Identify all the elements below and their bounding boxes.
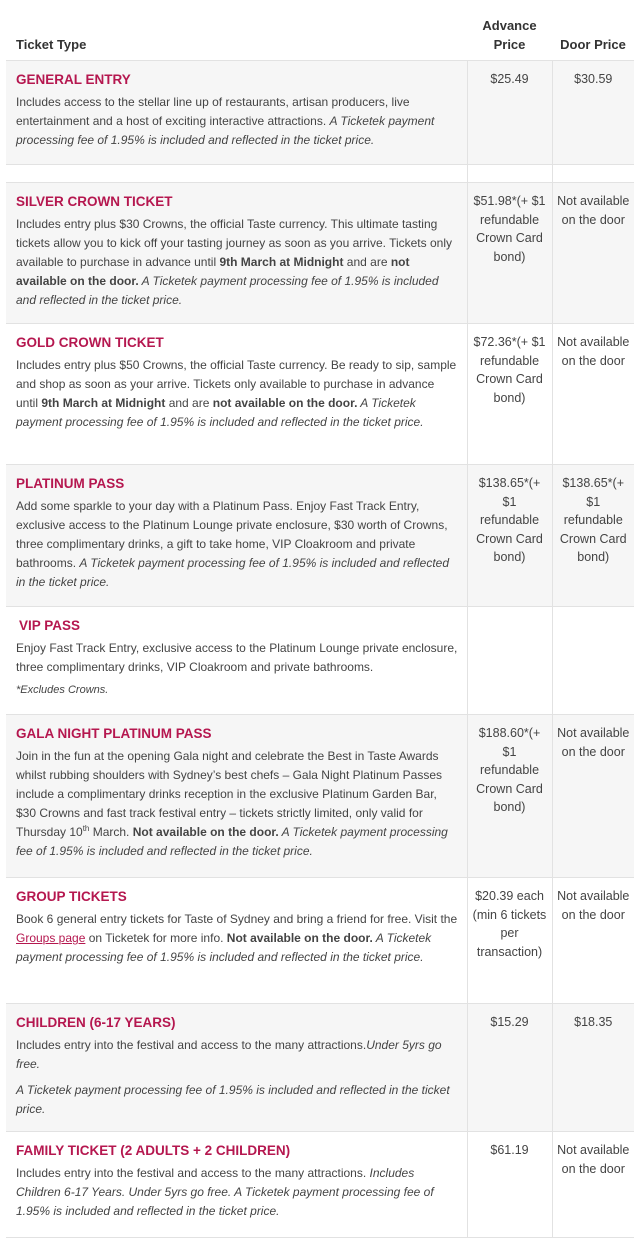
advance-price: $25.49 (467, 61, 552, 165)
advance-price: $138.65*(+ $1 refundable Crown Card bond) (467, 465, 552, 607)
advance-price: $188.60*(+ $1 refundable Crown Card bond) (467, 715, 552, 878)
ticket-title: GOLD CROWN TICKET (16, 335, 164, 350)
door-price: Not available on the door (552, 1132, 634, 1238)
ticket-details: Includes entry into the festival and access to the many attractions.Under 5yrs go free. (16, 1038, 442, 1071)
table-row-general-entry (6, 61, 634, 165)
ticket-details: Includes entry plus $30 Crowns, the official Taste currency. This ultimate tasting tickets allow you to kick off your tasting journey as soon as you arrive. Tickets only available to purchase in advance until 9th March at Midnight and are not available on the door. A Ticketek payment processing fee of 1.95% is included and reflected in the ticket price. (16, 217, 452, 307)
ticket-details: Includes entry into the festival and access to the many attractions. Includes Children 6-17 Years. Under 5yrs go free. A Ticketek payment processing fee of 1.95% is included and reflected in the ticket price. (16, 1166, 434, 1218)
ticket-title: VIP PASS (19, 618, 81, 633)
header-ticket-type: Ticket Type (16, 37, 87, 52)
ticket-description (6, 465, 467, 607)
door-price (552, 607, 634, 715)
advance-price (467, 607, 552, 715)
advance-price: $20.39 each (min 6 tickets per transaction) (467, 878, 552, 1004)
ticket-description (6, 1004, 467, 1132)
ticket-note: *Excludes Crowns. (16, 684, 109, 696)
door-price: Not available on the door (552, 324, 634, 465)
door-price: Not available on the door (552, 183, 634, 324)
ticket-description (6, 61, 467, 165)
ticket-title: PLATINUM PASS (16, 476, 125, 491)
advance-price: $51.98*(+ $1 refundable Crown Card bond) (467, 183, 552, 324)
door-price: Not available on the door (552, 878, 634, 1004)
door-price: $138.65*(+ $1 refundable Crown Card bond) (552, 465, 634, 607)
advance-price: $15.29 (467, 1004, 552, 1132)
door-price: $18.35 (552, 1004, 634, 1132)
ticket-description (6, 607, 467, 715)
table-row-group-tickets (6, 878, 634, 1004)
table-row-family-ticket (6, 1132, 634, 1238)
ticket-title: GENERAL ENTRY (16, 72, 131, 87)
table-row-spacer (6, 165, 634, 183)
header-advance-price: Advance Price (482, 18, 537, 52)
ticket-details: Add some sparkle to your day with a Platinum Pass. Enjoy Fast Track Entry, exclusive access to the Platinum Lounge private enclosure, $30 worth of Crowns, three complimentary drinks, a gift to take home, VIP Cloakroom and private bathrooms. A Ticketek payment processing fee of 1.95% is included and reflected in the ticket price. (16, 499, 450, 589)
ticket-title: FAMILY TICKET (2 ADULTS + 2 CHILDREN) (16, 1143, 291, 1158)
door-price: $30.59 (552, 61, 634, 165)
ticket-title: GALA NIGHT PLATINUM PASS (16, 726, 212, 741)
table-row-platinum-pass (6, 465, 634, 607)
header-door-price: Door Price (560, 37, 626, 52)
ticket-description (6, 1132, 467, 1238)
groups-page-link[interactable]: Groups page (16, 931, 86, 945)
ticket-details: Enjoy Fast Track Entry, exclusive access to the Platinum Lounge private enclosure, three complimentary drinks, VIP Cloakroom and private bathrooms. (16, 641, 458, 674)
table-row-gala-night (6, 715, 634, 878)
ticket-details: Includes entry plus $50 Crowns, the official Taste currency. Be ready to sip, sample and shop as soon as your arrive. Tickets only available to purchase in advance until 9th March at Midnight and are not available on the door. A Ticketek payment processing fee of 1.95% is included and reflected in the ticket price. (16, 358, 457, 429)
ticket-details: Book 6 general entry tickets for Taste of Sydney and bring a friend for free. Visit the Groups page on Ticketek for more info. Not available on the door. A Ticketek payment processing fee of 1.95% is included and reflected in the ticket price. (16, 912, 458, 964)
ticket-details: Includes access to the stellar line up of restaurants, artisan producers, live entertainment and a host of exciting interactive attractions. A Ticketek payment processing fee of 1.95% is included and reflected in the ticket price. (16, 95, 435, 147)
table-header-row (6, 8, 634, 61)
ticket-title: GROUP TICKETS (16, 889, 127, 904)
advance-price: $72.36*(+ $1 refundable Crown Card bond) (467, 324, 552, 465)
table-row-vip-pass (6, 607, 634, 715)
table-row-gold-crown (6, 324, 634, 465)
ticket-fee-note: A Ticketek payment processing fee of 1.95% is included and reflected in the ticket price. (16, 1083, 450, 1116)
ticket-description (6, 878, 467, 1004)
ticket-table (6, 8, 634, 1238)
door-price: Not available on the door (552, 715, 634, 878)
ticket-details: Join in the fun at the opening Gala night and celebrate the Best in Taste Awards whilst rubbing shoulders with Sydney’s best chefs – Gala Night Platinum Passes include a complimentary drinks reception in the exclusive Platinum Garden Bar, $30 Crowns and fast track festival entry – tickets strictly limited, only valid for Thursday 10th March. Not available on the door. A Ticketek payment processing fee of 1.95% is included and reflected in the ticket price. (16, 749, 448, 858)
advance-price: $61.19 (467, 1132, 552, 1238)
ticket-description (6, 324, 467, 465)
ticket-title: SILVER CROWN TICKET (16, 194, 173, 209)
ticket-title: CHILDREN (6-17 YEARS) (16, 1015, 176, 1030)
table-row-children (6, 1004, 634, 1132)
table-row-silver-crown (6, 183, 634, 324)
ticket-description (6, 715, 467, 878)
ticket-description (6, 183, 467, 324)
